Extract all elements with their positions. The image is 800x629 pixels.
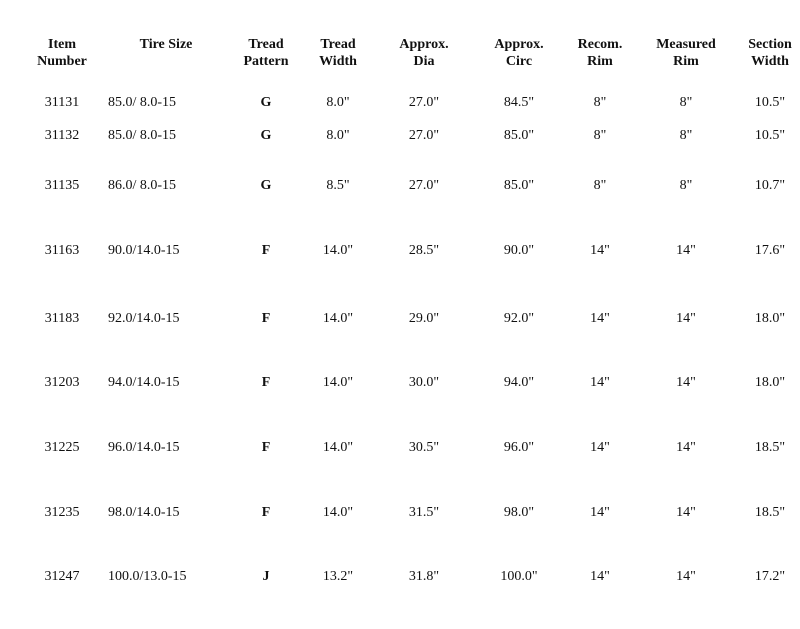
cell-section: 18.0" — [754, 311, 786, 326]
cell-section: 18.5" — [754, 440, 786, 455]
cell-width: 14.0" — [322, 375, 354, 390]
cell-item: 31135 — [44, 178, 80, 193]
cell-size: 96.0/14.0-15 — [108, 440, 180, 455]
cell-measured: 14" — [676, 243, 696, 258]
cell-item: 31183 — [44, 311, 80, 326]
cell-width: 13.2" — [322, 569, 354, 584]
cell-size: 98.0/14.0-15 — [108, 505, 180, 520]
cell-measured: 8" — [679, 128, 693, 143]
cell-width: 14.0" — [322, 311, 354, 326]
cell-size: 94.0/14.0-15 — [108, 375, 180, 390]
cell-pattern: F — [261, 243, 271, 258]
cell-recom: 14" — [590, 440, 610, 455]
cell-circ: 90.0" — [503, 243, 535, 258]
column-header-recom: Recom. Rim — [577, 37, 623, 69]
cell-circ: 85.0" — [503, 128, 535, 143]
column-header-measured: Measured Rim — [656, 37, 716, 69]
cell-measured: 14" — [676, 311, 696, 326]
cell-recom: 14" — [590, 311, 610, 326]
cell-dia: 27.0" — [408, 95, 440, 110]
cell-dia: 27.0" — [408, 128, 440, 143]
cell-width: 14.0" — [322, 243, 354, 258]
cell-circ: 94.0" — [503, 375, 535, 390]
cell-circ: 100.0" — [500, 569, 538, 584]
cell-dia: 30.5" — [408, 440, 440, 455]
cell-width: 8.0" — [326, 95, 350, 110]
cell-recom: 14" — [590, 243, 610, 258]
cell-section: 18.5" — [754, 505, 786, 520]
cell-item: 31131 — [44, 95, 80, 110]
column-header-pattern: Tread Pattern — [243, 37, 289, 69]
cell-circ: 92.0" — [503, 311, 535, 326]
cell-size: 85.0/ 8.0-15 — [108, 128, 177, 143]
cell-recom: 8" — [593, 178, 607, 193]
cell-width: 8.0" — [326, 128, 350, 143]
cell-recom: 14" — [590, 505, 610, 520]
cell-size: 92.0/14.0-15 — [108, 311, 180, 326]
column-header-circ: Approx. Circ — [494, 37, 544, 69]
column-header-dia: Approx. Dia — [399, 37, 449, 69]
cell-width: 8.5" — [326, 178, 350, 193]
cell-item: 31235 — [44, 505, 80, 520]
cell-pattern: F — [261, 311, 271, 326]
cell-item: 31247 — [44, 569, 80, 584]
cell-size: 86.0/ 8.0-15 — [108, 178, 177, 193]
cell-dia: 31.5" — [408, 505, 440, 520]
cell-section: 10.7" — [754, 178, 786, 193]
cell-pattern: F — [261, 375, 271, 390]
cell-section: 10.5" — [754, 95, 786, 110]
cell-recom: 14" — [590, 375, 610, 390]
cell-recom: 8" — [593, 128, 607, 143]
cell-section: 17.6" — [754, 243, 786, 258]
cell-width: 14.0" — [322, 440, 354, 455]
cell-recom: 14" — [590, 569, 610, 584]
cell-circ: 96.0" — [503, 440, 535, 455]
cell-measured: 14" — [676, 569, 696, 584]
cell-pattern: J — [262, 569, 270, 584]
cell-pattern: G — [260, 178, 272, 193]
cell-circ: 85.0" — [503, 178, 535, 193]
cell-section: 18.0" — [754, 375, 786, 390]
column-header-size: Tire Size — [139, 37, 193, 52]
cell-width: 14.0" — [322, 505, 354, 520]
cell-circ: 98.0" — [503, 505, 535, 520]
cell-size: 90.0/14.0-15 — [108, 243, 180, 258]
cell-recom: 8" — [593, 95, 607, 110]
cell-measured: 14" — [676, 375, 696, 390]
cell-pattern: F — [261, 505, 271, 520]
cell-item: 31163 — [44, 243, 80, 258]
column-header-item: Item Number — [37, 37, 87, 69]
column-header-section: Section Width — [748, 37, 792, 69]
column-header-width: Tread Width — [319, 37, 357, 69]
cell-section: 17.2" — [754, 569, 786, 584]
cell-item: 31225 — [44, 440, 80, 455]
cell-pattern: F — [261, 440, 271, 455]
cell-size: 85.0/ 8.0-15 — [108, 95, 177, 110]
cell-dia: 29.0" — [408, 311, 440, 326]
cell-section: 10.5" — [754, 128, 786, 143]
cell-dia: 31.8" — [408, 569, 440, 584]
cell-dia: 27.0" — [408, 178, 440, 193]
cell-measured: 14" — [676, 505, 696, 520]
cell-measured: 14" — [676, 440, 696, 455]
cell-pattern: G — [260, 95, 272, 110]
cell-circ: 84.5" — [503, 95, 535, 110]
cell-measured: 8" — [679, 178, 693, 193]
cell-size: 100.0/13.0-15 — [108, 569, 187, 584]
cell-dia: 28.5" — [408, 243, 440, 258]
cell-dia: 30.0" — [408, 375, 440, 390]
cell-pattern: G — [260, 128, 272, 143]
cell-measured: 8" — [679, 95, 693, 110]
cell-item: 31203 — [44, 375, 80, 390]
cell-item: 31132 — [44, 128, 80, 143]
